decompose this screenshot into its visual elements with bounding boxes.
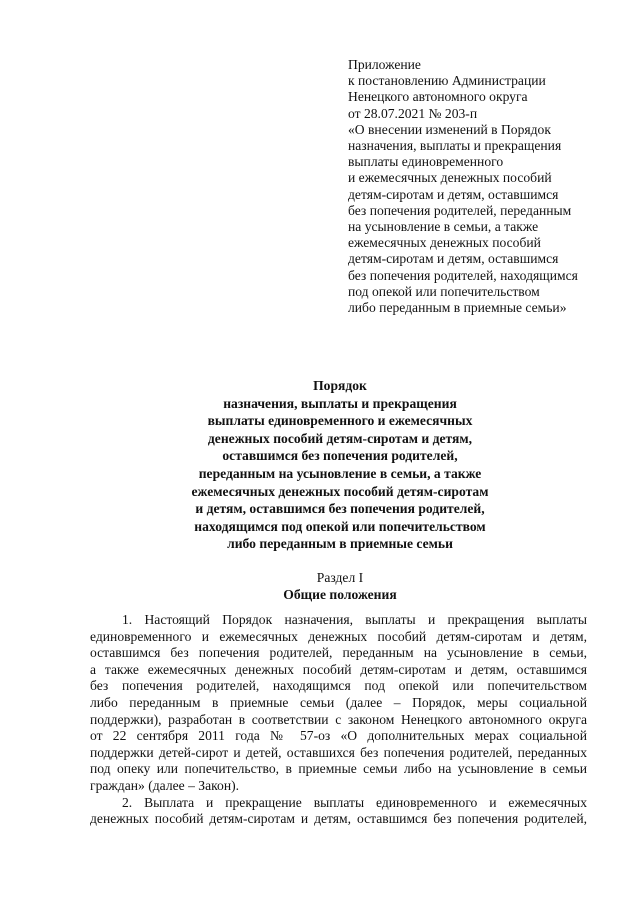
title-line: ежемесячных денежных пособий детям-сиротам [191,483,489,499]
appendix-line: детям-сиротам и детям, оставшимся [348,186,559,202]
appendix-header [348,57,618,316]
appendix-line: выплаты единовременного [348,154,504,170]
appendix-line: ежемесячных денежных пособий [348,235,541,251]
paragraph-line: от 22 сентября 2011 года № 57-оз «О дополнительных мерах социальной [90,728,587,744]
appendix-line: назначения, выплаты и прекращения [348,138,562,154]
title-line: денежных пособий детям-сиротам и детям, [207,430,473,446]
paragraph-line: 2. Выплата и прекращение выплаты единовременного и ежемесячных [122,794,587,810]
appendix-line: «О внесении изменений в Порядок [348,121,551,137]
title-line: назначения, выплаты и прекращения [223,395,457,411]
title-line: переданным на усыновление в семьи, а также [198,465,482,481]
appendix-line: под опекой или попечительством [348,283,540,299]
title-line: оставшимся без попечения родителей, [222,448,458,464]
paragraph-line: под опеку или попечительство, в приемные семьи либо на усыновление в семьи [90,761,587,777]
title-line: Порядок [313,378,367,393]
title-line: выплаты единовременного и ежемесячных [207,413,473,429]
paragraph-line: 1. Настоящий Порядок назначения, выплаты и прекращения выплаты [122,612,587,627]
appendix-line: Приложение [348,57,421,72]
appendix-line: без попечения родителей, находящимся [348,267,578,283]
appendix-line: к постановлению Администрации [348,73,546,89]
document-title [60,377,620,553]
appendix-line: и ежемесячных денежных пособий [348,170,552,186]
appendix-line: на усыновление в семьи, а также [348,219,539,235]
appendix-line: либо переданным в приемные семьи» [348,300,567,316]
title-line: либо переданным в приемные семьи [227,536,453,552]
title-line: и детям, оставшимся без попечения родителей, [195,501,485,517]
paragraph-line: единовременного и ежемесячных денежных пособий детям-сиротам и детям, [90,628,587,644]
paragraph-line: а также ежемесячных денежных пособий детям-сиротам и детям, оставшимся [90,661,587,677]
paragraph-line: поддержки детей-сирот и детей, оставшихся без попечения родителей, переданных [90,744,587,760]
paragraph-line: либо переданным в приемные семьи (далее – Порядок, меры социальной [90,694,587,710]
appendix-line: от 28.07.2021 № 203-п [348,105,478,121]
paragraph-line: без попечения родителей, находящимся под опекой или попечительством [90,678,587,694]
section-title: Общие положения [283,587,397,602]
appendix-line: детям-сиротам и детям, оставшимся [348,251,559,267]
paragraph-line: оставшимся без попечения родителей, переданным на усыновление в семьи, [90,645,587,661]
paragraph-line: денежных пособий детям-сиротам и детям, оставшимся без попечения родителей, [90,811,587,827]
title-line: находящимся под опекой или попечительством [194,518,486,534]
appendix-line: без попечения родителей, переданным [348,202,572,218]
body-text [90,612,587,828]
appendix-line: Ненецкого автономного округа [348,89,528,105]
section-number: Раздел I [316,570,364,585]
paragraph-line: граждан» (далее – Закон). [90,777,240,793]
paragraph-line: поддержки), разработан в соответствии с законом Ненецкого автономного округа [90,711,587,727]
